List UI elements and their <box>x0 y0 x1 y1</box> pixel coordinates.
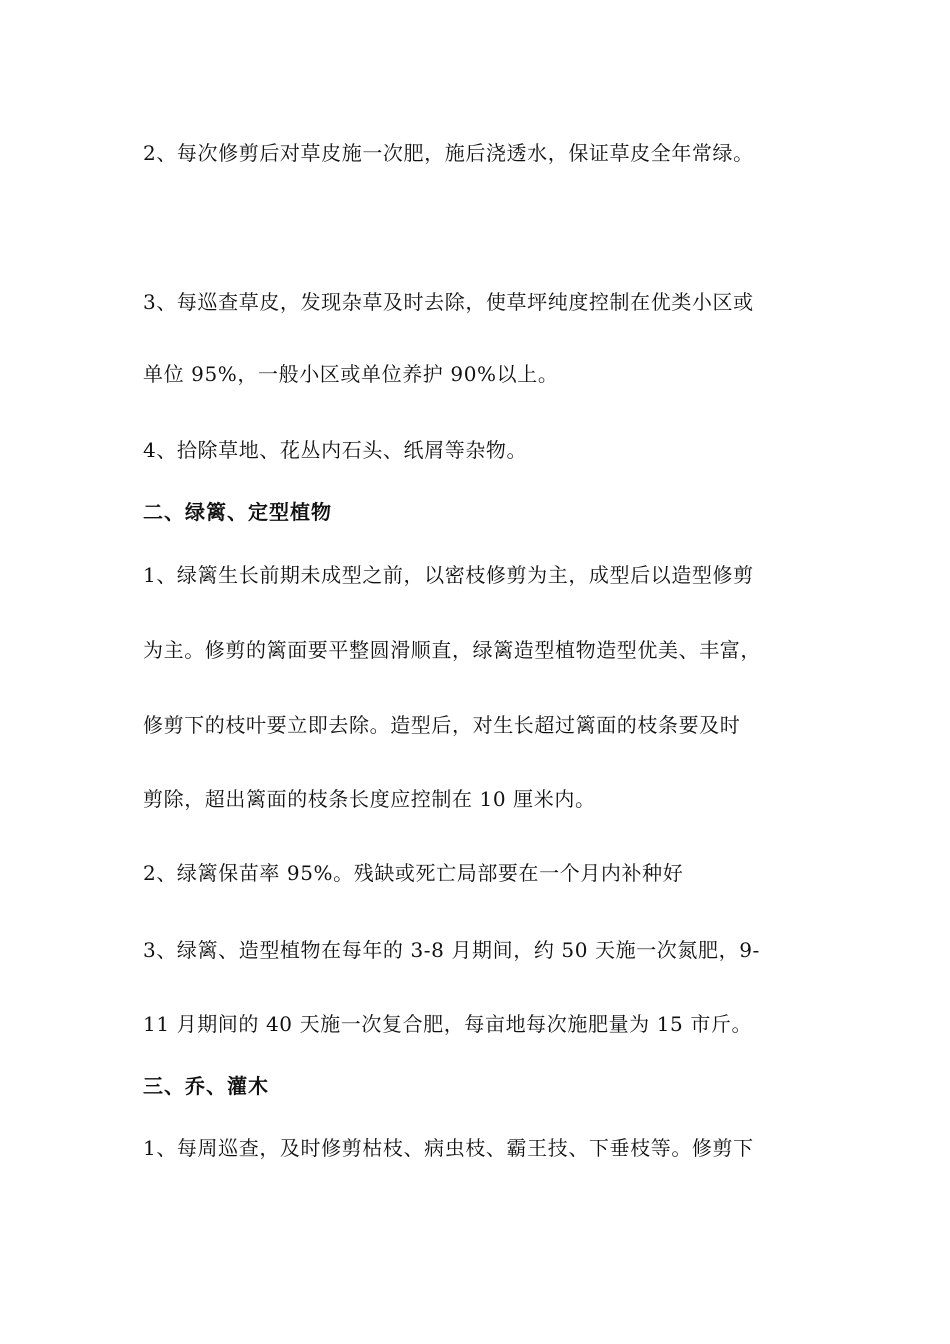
paragraph-line: 为主。修剪的篱面要平整圆滑顺直，绿篱造型植物造型优美、丰富， <box>143 638 761 662</box>
paragraph-line: 剪除，超出篱面的枝条长度应控制在 10 厘米内。 <box>143 787 596 811</box>
paragraph-line: 修剪下的枝叶要立即去除。造型后，对生长超过篱面的枝条要及时 <box>143 713 741 737</box>
section-heading: 三、乔、灌木 <box>143 1074 269 1098</box>
paragraph-line: 3、绿篱、造型植物在每年的 3-8 月期间，约 50 天施一次氮肥，9- <box>143 938 760 962</box>
paragraph-line: 1、绿篱生长前期未成型之前，以密枝修剪为主，成型后以造型修剪 <box>143 563 754 587</box>
paragraph-line: 11 月期间的 40 天施一次复合肥，每亩地每次施肥量为 15 市斤。 <box>143 1012 753 1036</box>
paragraph-line: 4、拾除草地、花丛内石头、纸屑等杂物。 <box>143 438 528 462</box>
paragraph-line: 2、绿篱保苗率 95%。残缺或死亡局部要在一个月内补种好 <box>143 861 684 885</box>
paragraph-line: 3、每巡查草皮，发现杂草及时去除，使草坪纯度控制在优类小区或 <box>143 290 754 314</box>
paragraph-line: 2、每次修剪后对草皮施一次肥，施后浇透水，保证草皮全年常绿。 <box>143 141 754 165</box>
section-heading: 二、绿篱、定型植物 <box>143 500 332 524</box>
paragraph-line: 1、每周巡查，及时修剪枯枝、病虫枝、霸王技、下垂枝等。修剪下 <box>143 1136 754 1160</box>
paragraph-line: 单位 95%，一般小区或单位养护 90%以上。 <box>143 362 559 386</box>
